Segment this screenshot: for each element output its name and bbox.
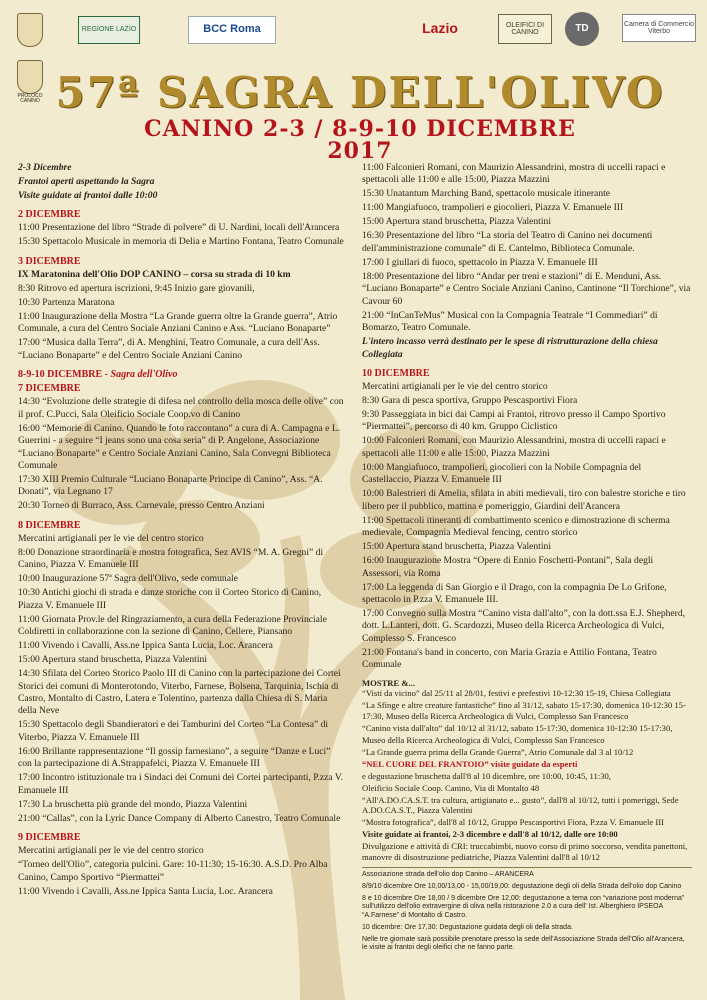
event-item: “Torneo dell'Olio”, categoria pulcini. Gare: 10-11:30; 15-16:30. A.S.D. Pro Alba Canino, Campo Sportivo “Piermattei” — [18, 859, 328, 883]
event-item: 15:30 Spettacolo degli Sbandieratori e dei Tamburini del Corteo “La Contesa” di Viterbo, Piazza V. Emanuele III — [18, 719, 329, 743]
event-item: 17:00 Incontro istituzionale tra i Sindaci dei Comuni dei Cortei partecipanti, P.zza V. Emanuele III — [18, 772, 343, 796]
day-heading-9: 9 DICEMBRE — [18, 832, 81, 844]
event-item: 10:00 Mangiafuoco, trampolieri, giocolieri con la Nobile Compagnia del Castellaccio, Piazza V. Emanuele III — [362, 461, 642, 486]
event-item: 9:30 Passeggiata in bici dai Campi ai Frantoi, ritrovo presso il Campo Sportivo “Piermattei”, percorso di 40 km. Gruppo Ciclistico — [362, 408, 666, 433]
event-item: 18:00 Presentazione del libro “Andar per treni e stazioni” di E. Menduni, Ass. “Luciano Bonaparte” e Centro Sociale Anziani Canino, Cantinone “Il Torchione”, via Cavour 60 — [362, 270, 691, 307]
event-item: 17:30 XIII Premio Culturale “Luciano Bonaparte Principe di Canino”, Ass. “A. Donati”, via Legnano 17 — [18, 473, 323, 498]
event-item: 17:00 “Musica dalla Terra”, di A. Menghini, Teatro Comunale, a cura dell'Ass. “Luciano Bonaparte” e del Centro Sociale Anziani Canino — [18, 337, 320, 361]
sagra-tag: - Sagra dell'Olivo — [104, 369, 178, 381]
mostra-item: “La Grande guerra prima della Grande Guerra”, Atrio Comunale dal 3 al 10/12 — [362, 746, 634, 757]
collegiata-note: L'intero incasso verrà destinato per le spese di ristrutturazione della chiesa Collegiata — [362, 336, 658, 360]
event-item: 10:00 Inaugurazione 57ª Sagra dell'Olivo, sede comunale — [18, 573, 238, 585]
camera-commercio-logo: Camera di Commercio Viterbo — [622, 14, 696, 42]
poster-title: 57ª SAGRA DELL'OLIVO — [55, 68, 665, 117]
event-item: 15:30 Spettacolo Musicale in memoria di Delia e Martino Fontana, Teatro Comunale — [18, 236, 344, 248]
intro-dates: 2-3 Dicembre — [18, 162, 72, 173]
event-item: 16:00 Brillante rappresentazione “Il gossip farnesiano”, a seguire “Danze e Luci” con la partecipazione di A.Strappafelci, Piazza V. Emanuele III — [18, 745, 331, 770]
mostra-item: Museo della Ricerca Archeologica di Vulci, Complesso San Francesco — [362, 734, 605, 745]
event-item: 20:30 Torneo di Burraco, Ass. Carnevale, presso Centro Anziani — [18, 500, 265, 512]
event-item: 17:00 La leggenda di San Giorgio e il Drago, con la compagnia De Lo Grifone, spettacolo in P.zza V. Emanuele III. — [362, 581, 667, 606]
event-item: 15:00 Apertura stand bruschetta, Piazza Valentini — [362, 541, 551, 553]
day-heading-8: 8 DICEMBRE — [18, 519, 81, 531]
cuore-frantoio-heading: “NEL CUORE DEL FRANTOIO” visite guidate da esperti — [362, 758, 578, 769]
mostra-item: Divulgazione e attività di CRI: truccabimbi, nuovo corso di primo soccorso, vendita panettoni, manovre di disostruzione pediatriche, Piazza Valentini dall'8 al 10/12 — [362, 841, 688, 862]
mostra-item: Oleificio Sociale Coop. Canino, Via di Montalto 48 — [362, 782, 540, 793]
event-item: 8:30 Gara di pesca sportiva, Gruppo Pescasportivi Fiora — [362, 395, 578, 406]
mostra-item: “Canino vista dall'alto” dal 10/12 al 31/12, sabato 15-17:30, domenica 10-12:30 15-17:30, — [362, 722, 673, 733]
event-item: 10:30 Antichi giochi di strada e danze storiche con il Corteo Storico di Canino, Piazza V. Emanuele III — [18, 587, 322, 611]
mostra-item: “Mostra fotografica”, dall'8 al 10/12, Gruppo Pescasportivi Fiora, P.zza V. Emanuele III — [362, 817, 664, 828]
intro-line: Visite guidate ai frantoi dalle 10:00 — [18, 189, 158, 201]
left-column — [18, 162, 346, 900]
mostra-item: e degustazione bruschetta dall'8 al 10 dicembre, ore 10:00, 10:45, 11:30, — [362, 770, 611, 781]
mostre-section — [362, 678, 692, 862]
mostra-item: Visite guidate ai frantoi, 2-3 dicembre e dall'8 al 10/12, dalle ore 10:00 — [362, 829, 618, 840]
event-item: 10:30 Partenza Maratona — [18, 296, 115, 308]
event-item: 11:00 Vivendo i Cavalli, Ass.ne Ippica Santa Lucia, Loc. Arancera — [18, 640, 273, 652]
event-item: 11:00 Falconieri Romani, con Maurizio Alessandrini, mostra di uccelli rapaci e spettacoli alle 11:00 e alle 15:00, Piazza Mazzini — [362, 162, 666, 186]
day-heading-2: 2 DICEMBRE — [18, 209, 81, 221]
mostra-item: “Visti da vicino” dal 25/11 al 28/01, festivi e prefestivi 10-12:30 15-19, Chiesa Collegiata — [362, 688, 671, 699]
comune-canino-crest — [16, 8, 44, 52]
mostra-item: “La Sfinge e altre creature fantastiche” fino al 31/12, sabato 15-17:30, domenica 10-12:30 15-17:30, Museo della Ricerca Archeologica di Vulci, Complesso San Francesco — [362, 700, 686, 721]
event-item: 11:00 Presentazione del libro “Strade di polvere” di U. Nardini, locali dell'Arancera — [18, 222, 340, 234]
mostra-item: “All'A.DO.CA.S.T. tra cultura, artigianato e... gusto”, dall'8 al 10/12, tutti i pomeriggi, Sede A.DO.CA.S.T., Piazza Valentini — [362, 794, 679, 816]
day-heading-10: 10 DICEMBRE — [362, 368, 430, 380]
day-heading-3: 3 DICEMBRE — [18, 255, 81, 267]
proloco-canino-crest: PROLOCO CANINO — [16, 60, 44, 104]
event-item: 15:00 Apertura stand bruschetta, Piazza Valentini — [362, 216, 551, 228]
poster-subtitle: CANINO 2-3 / 8-9-10 DICEMBRE 2017 — [144, 116, 576, 164]
event-item: 11:00 Vivendo i Cavalli, Ass.ne Ippica Santa Lucia, Loc. Arancera — [18, 885, 273, 897]
event-item: 16:00 “Memorie di Canino. Quando le foto raccontano” a cura di A. Campagna e L. Guerrini - a seguire “I jeans sono una cosa seria” di P. Angelone, Associazione “Luciano Bonaparte” e Centro Sociale Anziani Canino, Sala Convegni Biblioteca Comunale — [18, 422, 341, 471]
sagra-dates: 8-9-10 DICEMBRE — [18, 369, 103, 381]
event-item: 8:30 Ritrovo ed apertura iscrizioni, 9:45 Inizio gare giovanili, — [18, 282, 255, 294]
event-item: 11:00 Spettacoli itineranti di combattimento scenico e dimostrazione di scherma medievale, Compagnia Medieval fencing, centro storico — [362, 514, 670, 539]
regione-lazio-logo: REGIONE LAZIO — [78, 16, 140, 44]
footer-line: Associazione strada dell'olio dop Canino – ARANCERA — [362, 871, 534, 879]
event-item: 21:00 “InCanTeMus” Musical con la Compagnia Teatrale “I Commediari” di Bomarzo, Teatro Comunale. — [362, 309, 658, 334]
event-item: IX Maratonina dell'Olio DOP CANINO – corsa su strada di 10 km — [18, 268, 291, 280]
event-item: 16:30 Presentazione del libro “La storia del Teatro di Canino nei documenti dell'amministrazione comunale” di E. Cantelmo, Biblioteca Comunale. — [362, 230, 653, 254]
event-item: 10:00 Balestrieri di Amelia, sfilata in abiti medievali, tiro con balestre storiche e tiro libero per il pubblico, mattina e pomeriggio, Giardini dell'Arancera — [362, 488, 686, 512]
event-item: 16:00 Inaugurazione Mostra “Opere di Ennio Foschetti-Pontani”, Sala degli Assessori, via Roma — [362, 555, 654, 579]
right-column — [362, 162, 692, 956]
event-item: 17:30 La bruschetta più grande del mondo, Piazza Valentini — [18, 798, 248, 810]
event-item: 14:30 “Evoluzione delle strategie di difesa nel controllo della mosca delle olive” con il prof. C.Pucci, Sala Oleificio Sociale Coop.vo di Canino — [18, 396, 344, 420]
lazio-logo: Lazio — [422, 19, 458, 36]
event-item: 8:00 Donazione straordinaria e mostra fotografica, Sez AVIS “M. A. Gregni” di Canino, Piazza V. Emanuele III — [18, 546, 324, 571]
event-item: 11:00 Mangiafuoco, trampolieri e giocolieri, Piazza V. Emanuele III — [362, 202, 624, 214]
event-item: 15:00 Apertura stand bruschetta, Piazza Valentini — [18, 654, 207, 666]
event-item: 11:00 Giornata Prov.le del Ringraziamento, a cura della Federazione Provinciale Coldiretti in collaborazione con la sezione di Canino, Cellere, Piansano — [18, 613, 327, 638]
intro-line: Frantoi aperti aspettando la Sagra — [18, 175, 155, 187]
event-item: 15:30 Unatantum Marching Band, spettacolo musicale itinerante — [362, 188, 611, 200]
event-item: 17:00 I giullari di fuoco, spettacolo in Piazza V. Emanuele III — [362, 256, 598, 268]
footer-line: 8/9/10 dicembre Ore 10,00/13,00 - 15,00/19,00: degustazione degli oli della Strada dell'olio dop Canino — [362, 882, 682, 890]
event-item: 21:00 “Callas”, con la Lyric Dance Company di Alberto Canestro, Teatro Comunale — [18, 812, 341, 824]
bcc-roma-logo: BCC Roma — [188, 16, 276, 44]
poster-header — [0, 0, 707, 164]
event-item: 11:00 Inaugurazione della Mostra “La Grande guerra oltre la Grande guerra”, Atrio Comunale, a cura del Centro Sociale Anziani Canino e Ass. “Luciano Bonaparte” — [18, 310, 338, 335]
oleifici-canino-logo: OLEIFICI DI CANINO — [498, 14, 552, 44]
mostre-heading: MOSTRE &... — [362, 677, 415, 688]
footer-line: 10 dicembre: Ore 17,30: Degustazione guidata degli oli della strada. — [362, 923, 573, 931]
event-item: 14:30 Sfilata del Corteo Storico Paolo III di Canino con la partecipazione dei Cortei Storici dei comuni di Monterotondo, Viterbo, Farnese, Bolsena, Tarquinia, Ischia di Castro, Montalto di Castro, Latera e Tolentino, partenza dalla Chiesa di S. Maria della Neve — [18, 668, 341, 717]
strada-olio-footer — [362, 867, 692, 953]
footer-line: 8 e 10 dicembre Ore 18,00 / 9 dicembre Ore 12,00: degustazione a tema con “variazione post moderna” sull'utilizzo dell'olio extravergine di oliva nella ristorazione 2.0 a cura dell' Ist. Alberghiero IPSEOA “A.Farnese” di Montalto di Castro. — [362, 894, 685, 920]
tuscia-logo: TD — [565, 12, 599, 46]
footer-line: Nelle tre giornate sarà possibile prenotare presso la sede dell'Associazione Strada dell'Olio all'Arancera, le visite ai frantoi degli oleifici che ne fanno parte. — [362, 935, 685, 952]
event-item: Mercatini artigianali per le vie del centro storico — [362, 381, 548, 393]
event-item: Mercatini artigianali per le vie del centro storico — [18, 532, 204, 544]
day-heading-7: 7 DICEMBRE — [18, 383, 81, 395]
event-item: 10:00 Falconieri Romani, con Maurizio Alessandrini, mostra di uccelli rapaci e spettacoli alle 11:00 e alle 15:00, Piazza Mazzini — [362, 435, 666, 459]
event-item: 21:00 Fontana's band in concerto, con Maria Grazia e Attilio Fontana, Teatro Comunale — [362, 646, 657, 671]
event-item: 17:00 Convegno sulla Mostra “Canino vista dall'alto”, con la dott.ssa E.J. Shepherd, dott. L.Lanteri, dott. G. Scardozzi, Museo della Ricerca Archeologica di Vulci, Complesso S. Francesco — [362, 608, 686, 644]
sagra-heading — [18, 368, 346, 381]
event-item: Mercatini artigianali per le vie del centro storico — [18, 845, 204, 857]
